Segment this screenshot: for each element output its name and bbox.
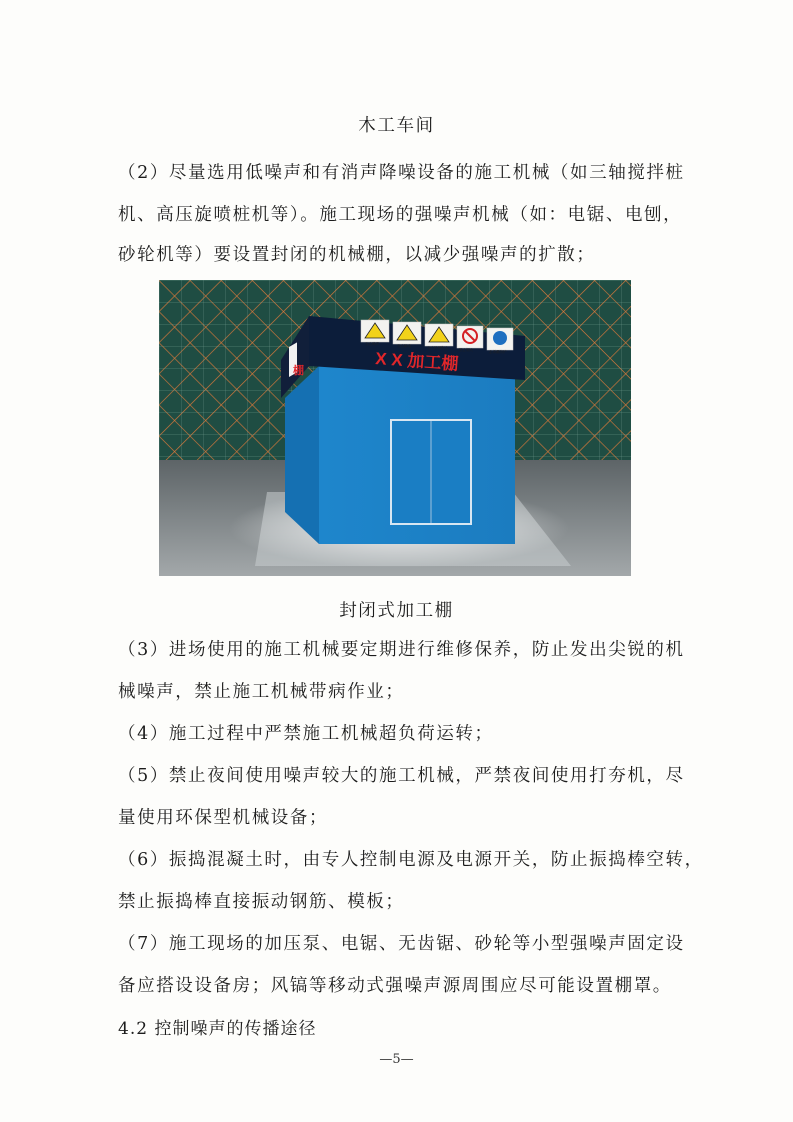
warning-label-2: 当心触电 <box>397 344 411 348</box>
warning-label-5: 必须戴防护 <box>489 350 507 354</box>
warning-label-4: 禁止烟火 <box>459 348 473 352</box>
section-heading: 4.2 控制噪声的传播途径 <box>118 1019 317 1039</box>
enclosed-shed-photo <box>159 280 631 576</box>
para2-line2: 机、高压旋喷桩机等）。施工现场的强噪声机械（如：电锯、电刨， <box>118 205 683 225</box>
para2-line1: （2）尽量选用低噪声和有消声降噪设备的施工机械（如三轴搅拌桩 <box>118 163 685 183</box>
para4-line: （4）施工过程中严禁施工机械超负荷运转； <box>118 724 494 744</box>
figure-caption: 封闭式加工棚 <box>339 601 454 621</box>
para5-line1: （5）禁止夜间使用噪声较大的施工机械，严禁夜间使用打夯机，尽 <box>118 766 685 786</box>
para5-line2: 量使用环保型机械设备； <box>118 808 329 828</box>
para3-line2: 械噪声，禁止施工机械带病作业； <box>118 682 405 702</box>
caption-woodwork-shop: 木工车间 <box>358 116 435 136</box>
para6-line2: 禁止振捣棒直接振动钢筋、模板； <box>118 892 405 912</box>
para7-line1: （7）施工现场的加压泵、电锯、无齿锯、砂轮等小型强噪声固定设 <box>118 934 685 954</box>
para2-line3: 砂轮机等）要设置封闭的机械棚，以减少强噪声的扩散； <box>118 245 596 265</box>
page-number: —5— <box>379 1052 414 1067</box>
warning-label-1: 当心噪声 <box>365 342 379 346</box>
side-sign-text: 棚 <box>293 365 304 377</box>
para3-line1: （3）进场使用的施工机械要定期进行维修保养，防止发出尖锐的机 <box>118 640 685 660</box>
para6-line1: （6）振捣混凝土时，由专人控制电源及电源开关，防止振捣棒空转， <box>118 850 704 870</box>
para7-line2: 备应搭设设备房；风镐等移动式强噪声源周围应尽可能设置棚罩。 <box>118 976 672 996</box>
warning-label-3: 当心机械伤人 <box>427 346 448 350</box>
shed-sign-text: X X 加工棚 <box>374 349 459 374</box>
